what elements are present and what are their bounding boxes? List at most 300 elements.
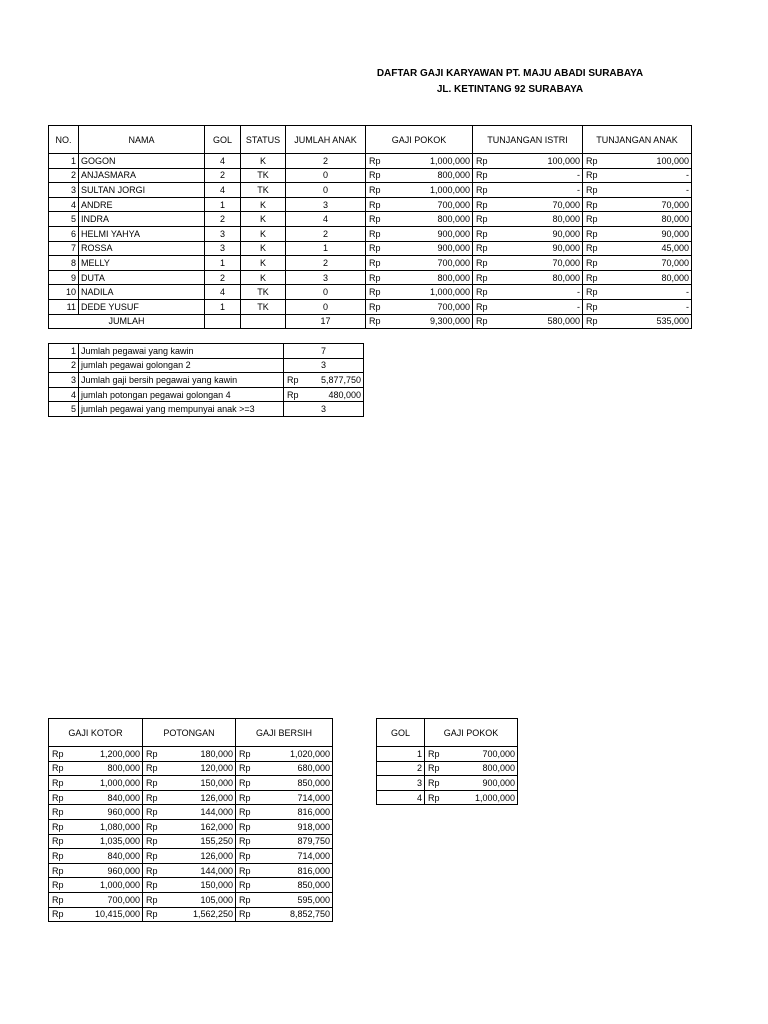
amount: 480,000 <box>328 389 361 400</box>
currency-label: Rp <box>146 865 158 876</box>
cell-status: K <box>241 212 286 227</box>
cell-gaji-pokok <box>425 747 518 762</box>
table-row <box>49 299 692 314</box>
amount: 70,000 <box>552 257 580 268</box>
header-gaji-pokok: GAJI POKOK <box>366 126 473 154</box>
cell-gol: 4 <box>377 790 425 805</box>
cell-tunjangan-istri <box>473 197 583 212</box>
amount: 162,000 <box>200 821 233 832</box>
cell-no: 2 <box>49 168 79 183</box>
currency-label: Rp <box>146 763 158 774</box>
currency-label: Rp <box>52 850 64 861</box>
cell-gaji-pokok <box>366 212 473 227</box>
cell-no: 4 <box>49 197 79 212</box>
amount: 90,000 <box>552 243 580 254</box>
cell-status: K <box>241 154 286 169</box>
currency-label: Rp <box>586 214 598 225</box>
header-row <box>377 719 518 747</box>
amount: 180,000 <box>200 748 233 759</box>
cell-status: K <box>241 226 286 241</box>
cell-tunjangan-anak <box>583 241 692 256</box>
cell-jumlah-anak: 3 <box>286 197 366 212</box>
cell-gol: 1 <box>205 256 241 271</box>
cell-gaji-bersih <box>236 863 333 878</box>
table-row <box>49 878 333 893</box>
amount: 144,000 <box>200 807 233 818</box>
currency-label: Rp <box>52 909 64 920</box>
summary-label: Jumlah gaji bersih pegawai yang kawin <box>79 373 284 388</box>
cell-nama: HELMI YAHYA <box>79 226 205 241</box>
currency-label: Rp <box>146 821 158 832</box>
cell-tunjangan-istri <box>473 241 583 256</box>
table-row <box>49 849 333 864</box>
total-jumlah-anak: 17 <box>286 314 366 329</box>
total-gol-empty <box>205 314 241 329</box>
currency-label: Rp <box>52 777 64 788</box>
summary-value: 7 <box>284 344 364 359</box>
summary-value <box>284 373 364 388</box>
cell-gaji-pokok <box>366 197 473 212</box>
cell-tunjangan-anak <box>583 197 692 212</box>
cell-potongan <box>143 819 236 834</box>
header-status: STATUS <box>241 126 286 154</box>
cell-potongan <box>143 761 236 776</box>
cell-tunjangan-istri <box>473 154 583 169</box>
cell-gaji-pokok <box>425 776 518 791</box>
table-row <box>49 226 692 241</box>
cell-tunjangan-anak <box>583 299 692 314</box>
amount: 960,000 <box>107 807 140 818</box>
table-row <box>49 154 692 169</box>
grade-salary-table <box>376 718 518 805</box>
currency-label: Rp <box>476 301 488 312</box>
header-no: NO. <box>49 126 79 154</box>
cell-gaji-kotor <box>49 892 143 907</box>
amount: 714,000 <box>297 850 330 861</box>
amount: 535,000 <box>656 316 689 327</box>
header-row <box>49 719 333 747</box>
currency-label: Rp <box>369 301 381 312</box>
cell-nama: INDRA <box>79 212 205 227</box>
currency-label: Rp <box>239 777 251 788</box>
currency-label: Rp <box>586 170 598 181</box>
cell-no: 6 <box>49 226 79 241</box>
summary-label: Jumlah pegawai yang kawin <box>79 344 284 359</box>
header-gaji-bersih: GAJI BERSIH <box>236 719 333 747</box>
amount: 700,000 <box>482 748 515 759</box>
cell-jumlah-anak: 0 <box>286 168 366 183</box>
currency-label: Rp <box>586 257 598 268</box>
amount: 45,000 <box>661 243 689 254</box>
amount: 595,000 <box>297 894 330 905</box>
summary-label: jumlah pegawai golongan 2 <box>79 358 284 373</box>
currency-label: Rp <box>476 228 488 239</box>
currency-label: Rp <box>369 287 381 298</box>
amount: - <box>686 287 689 298</box>
summary-label: jumlah potongan pegawai golongan 4 <box>79 387 284 402</box>
table-row <box>49 863 333 878</box>
currency-label: Rp <box>586 228 598 239</box>
currency-label: Rp <box>586 287 598 298</box>
amount: 700,000 <box>437 257 470 268</box>
currency-label: Rp <box>52 836 64 847</box>
amount: - <box>577 184 580 195</box>
cell-jumlah-anak: 1 <box>286 241 366 256</box>
cell-potongan <box>143 776 236 791</box>
currency-label: Rp <box>146 777 158 788</box>
currency-label: Rp <box>586 316 598 327</box>
cell-gol: 1 <box>205 197 241 212</box>
cell-gol: 2 <box>205 212 241 227</box>
currency-label: Rp <box>146 836 158 847</box>
currency-label: Rp <box>369 257 381 268</box>
cell-tunjangan-anak <box>583 270 692 285</box>
cell-potongan <box>143 805 236 820</box>
currency-label: Rp <box>586 243 598 254</box>
cell-tunjangan-anak <box>583 285 692 300</box>
amount: 70,000 <box>661 257 689 268</box>
table-row <box>49 892 333 907</box>
cell-tunjangan-anak <box>583 168 692 183</box>
currency-label: Rp <box>52 792 64 803</box>
cell-gaji-bersih <box>236 878 333 893</box>
currency-label: Rp <box>369 199 381 210</box>
summary-label: jumlah pegawai yang mempunyai anak >=3 <box>79 402 284 417</box>
summary-row <box>49 344 364 359</box>
summary-row <box>49 402 364 417</box>
cell-gaji-bersih <box>236 849 333 864</box>
amount: 80,000 <box>661 214 689 225</box>
amount: 800,000 <box>437 214 470 225</box>
currency-label: Rp <box>476 243 488 254</box>
summary-no: 2 <box>49 358 79 373</box>
amount: 840,000 <box>107 850 140 861</box>
summary-value <box>284 387 364 402</box>
currency-label: Rp <box>476 316 488 327</box>
cell-gaji-kotor <box>49 776 143 791</box>
cell-tunjangan-anak <box>583 226 692 241</box>
header-tunjangan-istri: TUNJANGAN ISTRI <box>473 126 583 154</box>
amount: 1,035,000 <box>99 836 140 847</box>
amount: - <box>686 301 689 312</box>
header-gol: GOL <box>205 126 241 154</box>
table-row <box>49 212 692 227</box>
amount: 126,000 <box>200 792 233 803</box>
currency-label: Rp <box>146 880 158 891</box>
amount: 1,562,250 <box>192 909 233 920</box>
cell-gol: 3 <box>205 241 241 256</box>
header-potongan: POTONGAN <box>143 719 236 747</box>
header-nama: NAMA <box>79 126 205 154</box>
cell-tunjangan-istri <box>473 270 583 285</box>
amount: 80,000 <box>661 272 689 283</box>
currency-label: Rp <box>52 821 64 832</box>
currency-label: Rp <box>369 214 381 225</box>
currency-label: Rp <box>428 748 440 759</box>
cell-gol: 4 <box>205 154 241 169</box>
table-row <box>49 747 333 762</box>
currency-label: Rp <box>586 155 598 166</box>
cell-status: K <box>241 241 286 256</box>
amount: 5,877,750 <box>320 374 361 385</box>
cell-jumlah-anak: 2 <box>286 256 366 271</box>
header-gol: GOL <box>377 719 425 747</box>
cell-gaji-pokok <box>366 285 473 300</box>
cell-tunjangan-istri <box>473 168 583 183</box>
cell-potongan <box>143 878 236 893</box>
amount: 80,000 <box>552 214 580 225</box>
table-row <box>377 747 518 762</box>
cell-status: K <box>241 256 286 271</box>
currency-label: Rp <box>476 170 488 181</box>
currency-label: Rp <box>428 763 440 774</box>
currency-label: Rp <box>239 748 251 759</box>
table-row <box>49 834 333 849</box>
cell-jumlah-anak: 3 <box>286 270 366 285</box>
cell-nama: DUTA <box>79 270 205 285</box>
summary-row <box>49 387 364 402</box>
currency-label: Rp <box>369 184 381 195</box>
cell-no: 8 <box>49 256 79 271</box>
total-row <box>49 907 333 922</box>
header-gaji-pokok: GAJI POKOK <box>425 719 518 747</box>
cell-no: 7 <box>49 241 79 256</box>
cell-gaji-pokok <box>366 299 473 314</box>
cell-gol: 2 <box>205 168 241 183</box>
cell-gaji-bersih <box>236 761 333 776</box>
table-row <box>49 270 692 285</box>
summary-value: 3 <box>284 358 364 373</box>
currency-label: Rp <box>476 155 488 166</box>
currency-label: Rp <box>52 807 64 818</box>
cell-gaji-bersih <box>236 747 333 762</box>
amount: 1,000,000 <box>429 184 470 195</box>
cell-potongan <box>143 892 236 907</box>
cell-gaji-kotor <box>49 747 143 762</box>
table-row <box>49 790 333 805</box>
cell-potongan <box>143 863 236 878</box>
cell-no: 10 <box>49 285 79 300</box>
cell-status: TK <box>241 168 286 183</box>
cell-gaji-bersih <box>236 819 333 834</box>
currency-label: Rp <box>476 272 488 283</box>
total-potongan <box>143 907 236 922</box>
summary-no: 1 <box>49 344 79 359</box>
currency-label: Rp <box>369 170 381 181</box>
summary-table <box>48 343 364 417</box>
summary-no: 5 <box>49 402 79 417</box>
currency-label: Rp <box>476 257 488 268</box>
table-row <box>377 776 518 791</box>
table-row <box>49 776 333 791</box>
amount: 1,000,000 <box>429 287 470 298</box>
amount: 150,000 <box>200 880 233 891</box>
amount: 100,000 <box>547 155 580 166</box>
amount: 1,000,000 <box>99 880 140 891</box>
cell-gol: 1 <box>205 299 241 314</box>
cell-no: 9 <box>49 270 79 285</box>
amount: 1,000,000 <box>474 792 515 803</box>
amount: 816,000 <box>297 807 330 818</box>
currency-label: Rp <box>239 909 251 920</box>
cell-gol: 4 <box>205 285 241 300</box>
total-label: JUMLAH <box>49 314 205 329</box>
currency-label: Rp <box>146 748 158 759</box>
amount: 960,000 <box>107 865 140 876</box>
cell-tunjangan-istri <box>473 299 583 314</box>
amount: - <box>577 287 580 298</box>
amount: 10,415,000 <box>94 909 140 920</box>
summary-no: 3 <box>49 373 79 388</box>
currency-label: Rp <box>428 777 440 788</box>
currency-label: Rp <box>369 228 381 239</box>
cell-tunjangan-anak <box>583 154 692 169</box>
amount: 90,000 <box>552 228 580 239</box>
amount: 700,000 <box>437 301 470 312</box>
cell-status: K <box>241 270 286 285</box>
cell-nama: ROSSA <box>79 241 205 256</box>
amount: - <box>577 301 580 312</box>
amount: 1,080,000 <box>99 821 140 832</box>
cell-gaji-bersih <box>236 776 333 791</box>
amount: 1,000,000 <box>99 777 140 788</box>
header-jumlah-anak: JUMLAH ANAK <box>286 126 366 154</box>
cell-no: 1 <box>49 154 79 169</box>
total-gaji-kotor <box>49 907 143 922</box>
table-row <box>377 761 518 776</box>
net-salary-table <box>48 718 333 922</box>
total-row <box>49 314 692 329</box>
amount: 800,000 <box>482 763 515 774</box>
table-row <box>49 256 692 271</box>
cell-gol: 4 <box>205 183 241 198</box>
cell-tunjangan-istri <box>473 226 583 241</box>
table-row <box>49 168 692 183</box>
currency-label: Rp <box>369 272 381 283</box>
cell-nama: NADILA <box>79 285 205 300</box>
cell-nama: MELLY <box>79 256 205 271</box>
cell-gaji-pokok <box>425 761 518 776</box>
amount: 144,000 <box>200 865 233 876</box>
cell-gaji-kotor <box>49 761 143 776</box>
total-status-empty <box>241 314 286 329</box>
cell-jumlah-anak: 2 <box>286 154 366 169</box>
cell-tunjangan-anak <box>583 212 692 227</box>
amount: 680,000 <box>297 763 330 774</box>
currency-label: Rp <box>586 301 598 312</box>
cell-nama: SULTAN JORGI <box>79 183 205 198</box>
table-row <box>49 241 692 256</box>
cell-gaji-kotor <box>49 849 143 864</box>
amount: 105,000 <box>200 894 233 905</box>
cell-no: 3 <box>49 183 79 198</box>
cell-jumlah-anak: 0 <box>286 183 366 198</box>
cell-nama: ANDRE <box>79 197 205 212</box>
amount: 850,000 <box>297 777 330 788</box>
cell-status: K <box>241 197 286 212</box>
summary-no: 4 <box>49 387 79 402</box>
amount: 580,000 <box>547 316 580 327</box>
cell-gaji-kotor <box>49 834 143 849</box>
amount: 714,000 <box>297 792 330 803</box>
amount: 80,000 <box>552 272 580 283</box>
currency-label: Rp <box>428 792 440 803</box>
currency-label: Rp <box>52 865 64 876</box>
table-row <box>49 285 692 300</box>
amount: 120,000 <box>200 763 233 774</box>
cell-gol: 2 <box>377 761 425 776</box>
cell-gaji-kotor <box>49 805 143 820</box>
cell-jumlah-anak: 4 <box>286 212 366 227</box>
currency-label: Rp <box>476 287 488 298</box>
currency-label: Rp <box>476 214 488 225</box>
cell-gaji-pokok <box>366 226 473 241</box>
cell-gol: 1 <box>377 747 425 762</box>
amount: - <box>686 170 689 181</box>
table-row <box>49 183 692 198</box>
amount: 816,000 <box>297 865 330 876</box>
cell-potongan <box>143 790 236 805</box>
amount: 126,000 <box>200 850 233 861</box>
currency-label: Rp <box>239 763 251 774</box>
cell-gaji-pokok <box>366 183 473 198</box>
currency-label: Rp <box>239 821 251 832</box>
cell-gaji-kotor <box>49 863 143 878</box>
total-tunjangan-anak <box>583 314 692 329</box>
cell-gaji-bersih <box>236 892 333 907</box>
currency-label: Rp <box>287 374 299 385</box>
amount: 900,000 <box>437 243 470 254</box>
amount: 900,000 <box>482 777 515 788</box>
cell-gol: 3 <box>377 776 425 791</box>
cell-tunjangan-anak <box>583 256 692 271</box>
cell-gaji-pokok <box>425 790 518 805</box>
amount: 150,000 <box>200 777 233 788</box>
salary-table <box>48 125 692 329</box>
summary-row <box>49 358 364 373</box>
currency-label: Rp <box>52 748 64 759</box>
cell-potongan <box>143 747 236 762</box>
cell-nama: DEDE YUSUF <box>79 299 205 314</box>
amount: - <box>686 184 689 195</box>
currency-label: Rp <box>146 807 158 818</box>
total-gaji-bersih <box>236 907 333 922</box>
amount: 1,200,000 <box>99 748 140 759</box>
cell-gol: 3 <box>205 226 241 241</box>
amount: 90,000 <box>661 228 689 239</box>
amount: 1,000,000 <box>429 155 470 166</box>
table-row <box>49 819 333 834</box>
amount: 155,250 <box>200 836 233 847</box>
amount: 850,000 <box>297 880 330 891</box>
currency-label: Rp <box>476 199 488 210</box>
cell-tunjangan-istri <box>473 183 583 198</box>
currency-label: Rp <box>239 850 251 861</box>
cell-nama: ANJASMARA <box>79 168 205 183</box>
currency-label: Rp <box>52 894 64 905</box>
header-tunjangan-anak: TUNJANGAN ANAK <box>583 126 692 154</box>
cell-jumlah-anak: 0 <box>286 285 366 300</box>
currency-label: Rp <box>239 880 251 891</box>
currency-label: Rp <box>239 836 251 847</box>
cell-no: 11 <box>49 299 79 314</box>
cell-jumlah-anak: 0 <box>286 299 366 314</box>
cell-potongan <box>143 849 236 864</box>
cell-no: 5 <box>49 212 79 227</box>
currency-label: Rp <box>476 184 488 195</box>
table-row <box>49 805 333 820</box>
amount: 9,300,000 <box>429 316 470 327</box>
